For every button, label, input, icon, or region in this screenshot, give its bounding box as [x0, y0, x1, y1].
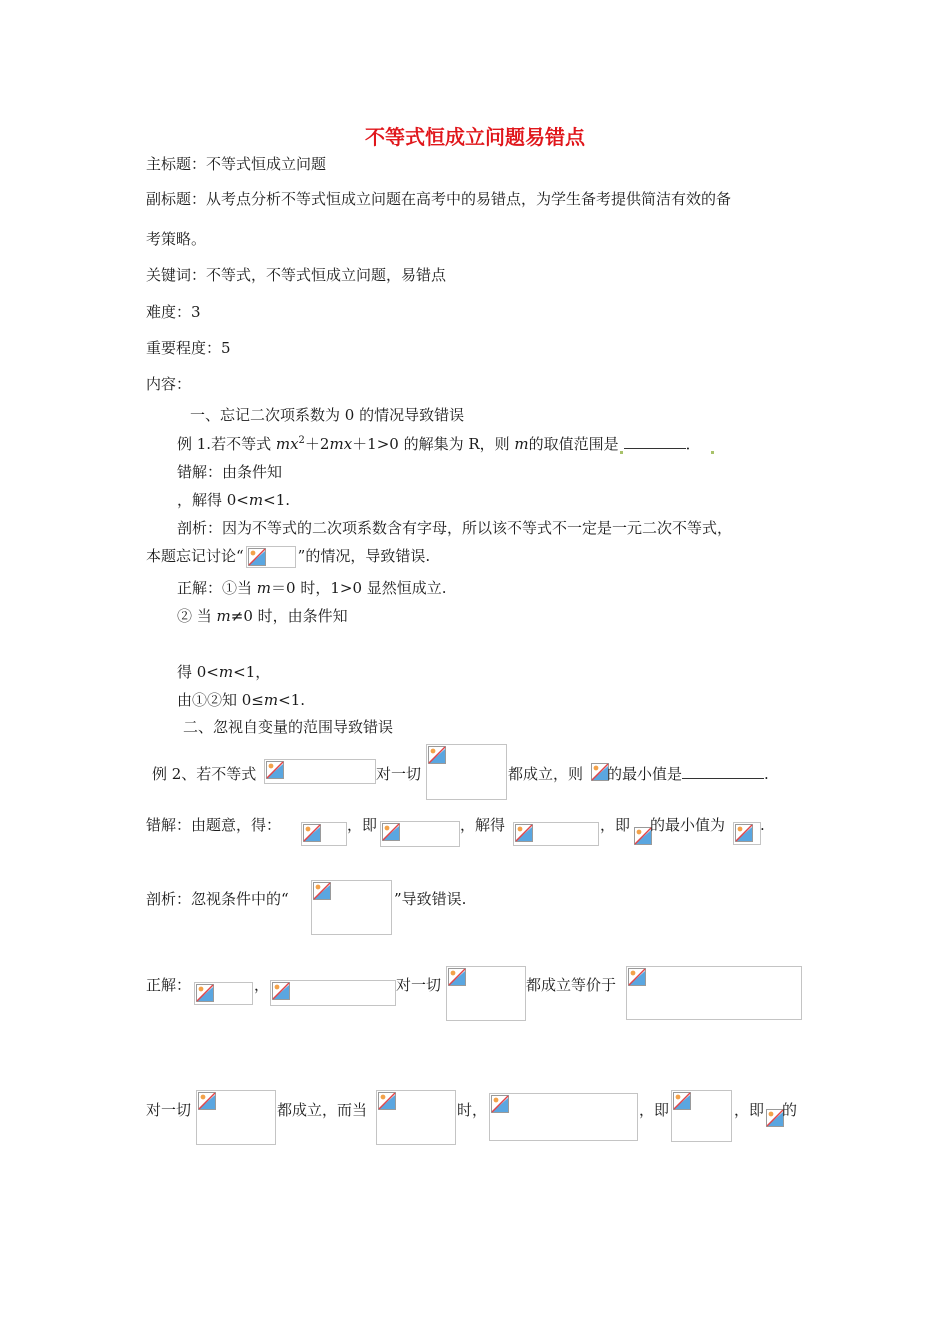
- correct-1-line-2: [177, 606, 348, 626]
- image-placeholder-icon: [673, 1092, 691, 1110]
- text: 的最小值是: [607, 765, 683, 783]
- analysis-1-line-1: 剖析：因为不等式的二次项系数含有字母，所以该不等式不一定是一元二次不等式，: [177, 519, 733, 537]
- formula-image: [270, 980, 396, 1006]
- formula-image: [489, 1093, 638, 1141]
- text: <1.: [263, 491, 291, 509]
- wrong-2-e: 的最小值为: [650, 816, 726, 834]
- formula-image: [633, 826, 648, 843]
- last-b: 都成立，而当: [277, 1101, 368, 1119]
- image-placeholder-icon: [628, 968, 646, 986]
- var-m: m: [216, 607, 231, 625]
- image-placeholder-icon: [272, 982, 290, 1000]
- image-placeholder-icon: [378, 1092, 396, 1110]
- var-m: m: [218, 663, 234, 681]
- wrong-2-d: ，即: [600, 816, 631, 834]
- image-placeholder-icon: [303, 824, 321, 842]
- image-placeholder-icon: [248, 548, 266, 566]
- formula-image: [626, 966, 802, 1020]
- example2-c: 都成立，则: [508, 765, 584, 783]
- last-f: 的: [782, 1101, 798, 1119]
- formula-image: [264, 759, 376, 784]
- formula-image: [733, 822, 761, 845]
- image-placeholder-icon: [735, 824, 753, 842]
- image-placeholder-icon: [382, 823, 400, 841]
- example1-line: [177, 434, 715, 454]
- text: <1.: [278, 691, 306, 709]
- var-m: m: [248, 491, 264, 509]
- var-m: m: [263, 691, 279, 709]
- last-d: ，即: [639, 1101, 670, 1119]
- correct-2-c: 对一切: [396, 976, 442, 994]
- formula-image: [426, 744, 507, 800]
- text: ＝0 时，1>0 显然恒成立.: [271, 579, 447, 597]
- wrong-2-b: ，即: [347, 816, 378, 834]
- correct-2-b: ，: [254, 976, 270, 994]
- expr-mid: ＋2: [304, 435, 330, 453]
- section1-heading: 一、忘记二次项系数为 0 的情况导致错误: [190, 406, 465, 424]
- answer-blank[interactable]: [624, 434, 686, 449]
- var-m: m: [514, 435, 529, 453]
- correct-2-a: 正解：: [146, 976, 192, 994]
- formula-image: [311, 880, 392, 935]
- text: 得 0<: [177, 663, 219, 681]
- example2-a: 例 2、若不等式: [152, 765, 257, 783]
- subtitle-line-1: 副标题：从考点分析不等式恒成立问题在高考中的易错点，为学生备考提供简洁有效的备: [146, 190, 732, 208]
- difficulty-line: 难度：3: [146, 303, 201, 321]
- analysis-2-a: 剖析：忽视条件中的“: [146, 890, 289, 908]
- exponent: 2: [298, 435, 305, 446]
- answer-blank[interactable]: [682, 764, 764, 779]
- analysis-2-b: ”导致错误.: [394, 890, 467, 908]
- image-placeholder-icon: [448, 968, 466, 986]
- formula-image: [196, 1090, 276, 1145]
- text: ≠0 时，由条件知: [230, 607, 348, 625]
- subtitle-line-2: 考策略。: [146, 230, 207, 248]
- formula-image: [765, 1108, 781, 1124]
- var-m: m: [256, 579, 272, 597]
- formula-image: [246, 546, 296, 568]
- mark-dot: [620, 451, 623, 454]
- wrong-result-1: [177, 490, 290, 510]
- image-placeholder-icon: [428, 746, 446, 764]
- text: ”的情况，导致错误.: [297, 547, 431, 565]
- image-placeholder-icon: [313, 882, 331, 900]
- analysis-1-line-2: [146, 546, 430, 568]
- formula-image: [301, 822, 347, 846]
- wrong-2-end: .: [760, 816, 765, 834]
- image-placeholder-icon: [196, 984, 214, 1002]
- formula-image: [376, 1090, 456, 1145]
- formula-image: [513, 822, 599, 846]
- last-e: ，即: [734, 1101, 765, 1119]
- formula-image: [671, 1090, 732, 1142]
- text: .: [764, 765, 769, 783]
- last-a: 对一切: [146, 1101, 192, 1119]
- importance-line: 重要程度：5: [146, 339, 231, 357]
- wrong-2-c: ，解得: [460, 816, 506, 834]
- main-title-line: 主标题：不等式恒成立问题: [146, 155, 327, 173]
- correct-1-line-3: [177, 662, 270, 682]
- correct-1-line-4: [177, 690, 305, 710]
- text: ，解得 0<: [177, 491, 249, 509]
- last-c: 时，: [457, 1101, 488, 1119]
- formula-image: [380, 821, 460, 847]
- image-placeholder-icon: [515, 824, 533, 842]
- content-label: 内容：: [146, 375, 192, 393]
- expr-end: ＋1>0 的解集为 R，则: [352, 435, 515, 453]
- text: 本题忘记讨论“: [146, 547, 244, 565]
- mark-dot: [711, 451, 714, 454]
- text: <1，: [233, 663, 271, 681]
- wrong-2-a: 错解：由题意，得：: [146, 816, 282, 834]
- example2-d: [607, 764, 769, 784]
- keywords-line: 关键词：不等式，不等式恒成立问题，易错点: [146, 266, 447, 284]
- section2-heading: 二、忽视自变量的范围导致错误: [183, 718, 394, 736]
- var-m: mx: [275, 435, 299, 453]
- wrong-solution-1: 错解：由条件知: [177, 463, 283, 481]
- image-placeholder-icon: [491, 1095, 509, 1113]
- page-title: 不等式恒成立问题易错点: [365, 125, 585, 149]
- example1-end: ．: [685, 435, 701, 453]
- var-mx: mx: [329, 435, 353, 453]
- text: ② 当: [177, 607, 217, 625]
- text: 由①②知 0≤: [177, 691, 264, 709]
- example1-prefix: 例 1.若不等式: [177, 435, 276, 453]
- image-placeholder-icon: [266, 761, 284, 779]
- example2-b: 对一切: [376, 765, 422, 783]
- formula-image: [590, 762, 606, 779]
- formula-image: [446, 966, 526, 1021]
- image-placeholder-icon: [198, 1092, 216, 1110]
- example1-tail: 的取值范围是: [528, 435, 619, 453]
- correct-1-line-1: [177, 578, 447, 598]
- correct-2-d: 都成立等价于: [526, 976, 617, 994]
- text: 正解：①当: [177, 579, 257, 597]
- formula-image: [194, 982, 253, 1005]
